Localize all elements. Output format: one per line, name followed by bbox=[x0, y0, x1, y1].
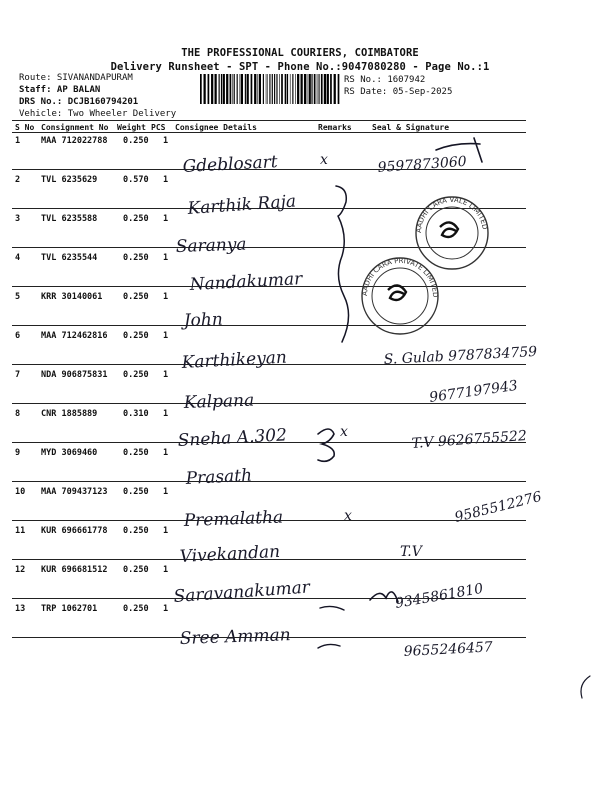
barcode-bar bbox=[234, 74, 235, 104]
row-pcs: 1 bbox=[163, 136, 169, 146]
row-weight: 0.570 bbox=[123, 175, 149, 185]
row-sno: 2 bbox=[15, 175, 21, 185]
consignee-signature: Karthikeyan bbox=[181, 347, 288, 373]
route-label: Route: SIVANANDAPURAM bbox=[19, 73, 133, 83]
row-sno: 6 bbox=[15, 331, 21, 341]
signature-flourish bbox=[436, 138, 482, 162]
barcode-bar bbox=[318, 74, 319, 104]
row-weight: 0.250 bbox=[123, 526, 149, 536]
row-consignment: TVL 6235588 bbox=[41, 214, 98, 224]
row-weight: 0.250 bbox=[123, 292, 149, 302]
row-sno: 11 bbox=[15, 526, 26, 536]
row-sno: 4 bbox=[15, 253, 21, 263]
vehicle-label: Vehicle: Two Wheeler Delivery bbox=[19, 109, 177, 119]
recipient-signature: 9345861810 bbox=[393, 580, 485, 612]
barcode-bar bbox=[307, 74, 308, 104]
consignee-signature: Premalatha bbox=[183, 507, 284, 531]
rs-date: RS Date: 05-Sep-2025 bbox=[344, 87, 453, 97]
row-sno: 5 bbox=[15, 292, 21, 302]
consignee-signature: John bbox=[183, 309, 224, 331]
row-weight: 0.250 bbox=[123, 370, 149, 380]
row-weight: 0.250 bbox=[123, 604, 149, 614]
barcode-bar bbox=[290, 74, 291, 104]
row-sno: 10 bbox=[15, 487, 26, 497]
row-consignment: MAA 712022788 bbox=[41, 136, 108, 146]
row-sno: 8 bbox=[15, 409, 21, 419]
col-sno: S No bbox=[15, 123, 35, 132]
company-seal-1 bbox=[415, 196, 489, 269]
recipient-signature: T.V bbox=[400, 544, 422, 560]
row-weight: 0.250 bbox=[123, 565, 149, 575]
company-seal-2 bbox=[361, 257, 439, 334]
row-weight: 0.250 bbox=[123, 448, 149, 458]
row-divider bbox=[12, 325, 526, 326]
barcode-bar bbox=[285, 74, 287, 104]
row-divider bbox=[12, 520, 526, 521]
barcode-bar bbox=[245, 74, 246, 104]
header-rule-bottom bbox=[12, 132, 526, 133]
row-sno: 1 bbox=[15, 136, 21, 146]
row-consignment: NDA 906875831 bbox=[41, 370, 108, 380]
header-rule-top bbox=[12, 120, 526, 121]
row-pcs: 1 bbox=[163, 292, 169, 302]
barcode-bar bbox=[327, 74, 329, 104]
recipient-signature: 9585512276 bbox=[453, 488, 544, 526]
row-consignment: MAA 712462816 bbox=[41, 331, 108, 341]
consignee-signature: Saranya bbox=[175, 234, 247, 257]
row-weight: 0.250 bbox=[123, 487, 149, 497]
barcode-bar bbox=[240, 74, 241, 104]
col-signature: Seal & Signature bbox=[372, 123, 450, 132]
barcode-bar bbox=[263, 74, 264, 104]
row-divider bbox=[12, 247, 526, 248]
row-pcs: 1 bbox=[163, 214, 169, 224]
barcode-bar bbox=[272, 74, 273, 104]
barcode-bar bbox=[251, 74, 253, 104]
consignee-signature: Sree Amman bbox=[179, 625, 292, 649]
row-pcs: 1 bbox=[163, 175, 169, 185]
row-consignment: TRP 1062701 bbox=[41, 604, 98, 614]
row-consignment: KUR 696661778 bbox=[41, 526, 108, 536]
recipient-signature: 9597873060 bbox=[377, 153, 468, 176]
barcode-bar bbox=[226, 74, 228, 104]
barcode-bar bbox=[232, 74, 233, 104]
barcode-bar bbox=[274, 74, 275, 104]
barcode-bar bbox=[266, 74, 267, 104]
consignee-signature: Prasath bbox=[185, 465, 253, 489]
consignee-signature: Saravanakumar bbox=[172, 577, 311, 607]
consignee-signature: Sneha A.302 bbox=[177, 425, 288, 451]
row-divider bbox=[12, 169, 526, 170]
row-divider bbox=[12, 208, 526, 209]
row-pcs: 1 bbox=[163, 604, 169, 614]
barcode-bar bbox=[334, 74, 336, 104]
barcode-bar bbox=[200, 74, 202, 104]
row-divider bbox=[12, 481, 526, 482]
col-weight: Weight bbox=[117, 123, 146, 132]
row-divider bbox=[12, 637, 526, 638]
row-pcs: 1 bbox=[163, 565, 169, 575]
row-weight: 0.250 bbox=[123, 253, 149, 263]
barcode-bar bbox=[279, 74, 280, 104]
remark-mark: x bbox=[344, 508, 352, 524]
row-consignment: KUR 696681512 bbox=[41, 565, 108, 575]
consignee-signature: Nandakumar bbox=[189, 269, 303, 295]
barcode-bar bbox=[204, 74, 206, 104]
barcode-bar bbox=[223, 74, 225, 104]
recipient-signature: 9677197943 bbox=[428, 377, 519, 406]
row-pcs: 1 bbox=[163, 253, 169, 263]
barcode-bar bbox=[317, 74, 318, 104]
barcode-bar bbox=[295, 74, 296, 104]
row-pcs: 1 bbox=[163, 370, 169, 380]
rs-number: RS No.: 1607942 bbox=[344, 75, 426, 85]
barcode-bar bbox=[321, 74, 323, 104]
row-sno: 7 bbox=[15, 370, 21, 380]
barcode-bar bbox=[319, 74, 320, 104]
signature-flourish bbox=[370, 592, 398, 602]
row-consignment: TVL 6235629 bbox=[41, 175, 98, 185]
barcode-image bbox=[200, 74, 340, 104]
barcode-bar bbox=[304, 74, 306, 104]
col-remarks: Remarks bbox=[318, 123, 352, 132]
row-weight: 0.310 bbox=[123, 409, 149, 419]
consignee-signature: Vivekandan bbox=[179, 541, 281, 567]
consignee-signature: Karthik Raja bbox=[186, 191, 297, 219]
barcode-bar bbox=[219, 74, 220, 104]
col-consignee: Consignee Details bbox=[175, 123, 257, 132]
barcode-bar bbox=[297, 74, 299, 104]
barcode-bar bbox=[237, 74, 238, 104]
row-consignment: MYD 3069460 bbox=[41, 448, 98, 458]
row-pcs: 1 bbox=[163, 409, 169, 419]
barcode-bar bbox=[287, 74, 288, 104]
row-sno: 12 bbox=[15, 565, 26, 575]
barcode-bar bbox=[267, 74, 268, 104]
col-consignment: Consignment No bbox=[41, 123, 109, 132]
barcode-bar bbox=[276, 74, 277, 104]
barcode-bar bbox=[338, 74, 340, 104]
barcode-bar bbox=[211, 74, 213, 104]
row-pcs: 1 bbox=[163, 526, 169, 536]
remark-mark: x bbox=[340, 424, 348, 440]
barcode-bar bbox=[330, 74, 332, 104]
barcode-bar bbox=[309, 74, 311, 104]
barcode-bar bbox=[241, 74, 243, 104]
margin-mark bbox=[581, 676, 590, 698]
recipient-signature: 9655246457 bbox=[403, 639, 494, 660]
barcode-bar bbox=[247, 74, 249, 104]
recipient-signature: S. Gulab 9787834759 bbox=[383, 343, 538, 368]
barcode-bar bbox=[254, 74, 256, 104]
consignee-signature: Gdeblosart bbox=[182, 152, 279, 177]
consignee-signature: Kalpana bbox=[183, 390, 255, 413]
row-divider bbox=[12, 559, 526, 560]
svg-text:AADHI CARA PRIVATE LIMITED: AADHI CARA PRIVATE LIMITED bbox=[360, 256, 440, 298]
row-sno: 9 bbox=[15, 448, 21, 458]
row-pcs: 1 bbox=[163, 487, 169, 497]
bracket-stroke bbox=[318, 429, 334, 461]
barcode-bar bbox=[230, 74, 232, 104]
barcode-bar bbox=[324, 74, 326, 104]
row-weight: 0.250 bbox=[123, 331, 149, 341]
row-divider bbox=[12, 598, 526, 599]
row-sno: 3 bbox=[15, 214, 21, 224]
row-pcs: 1 bbox=[163, 331, 169, 341]
staff-label: Staff: AP BALAN bbox=[19, 85, 101, 95]
barcode-bar bbox=[281, 74, 283, 104]
signature-flourish bbox=[318, 606, 344, 648]
barcode-bar bbox=[311, 74, 312, 104]
barcode-bar bbox=[221, 74, 222, 104]
row-pcs: 1 bbox=[163, 448, 169, 458]
recipient-signature: T.V 9626755522 bbox=[411, 427, 528, 452]
row-sno: 13 bbox=[15, 604, 26, 614]
row-weight: 0.250 bbox=[123, 136, 149, 146]
row-divider bbox=[12, 403, 526, 404]
barcode-bar bbox=[292, 74, 293, 104]
barcode-bar bbox=[215, 74, 217, 104]
row-divider bbox=[12, 364, 526, 365]
row-weight: 0.250 bbox=[123, 214, 149, 224]
svg-text:AADHI CARA VALE LIMITED: AADHI CARA VALE LIMITED bbox=[414, 195, 489, 234]
company-title: THE PROFESSIONAL COURIERS, COIMBATORE bbox=[181, 47, 419, 59]
barcode-bar bbox=[301, 74, 303, 104]
row-divider bbox=[12, 442, 526, 443]
barcode-bar bbox=[208, 74, 210, 104]
row-consignment: MAA 709437123 bbox=[41, 487, 108, 497]
barcode-bar bbox=[314, 74, 316, 104]
remark-mark: x bbox=[320, 152, 328, 168]
col-pcs: PCS bbox=[151, 123, 166, 132]
row-consignment: TVL 6235544 bbox=[41, 253, 98, 263]
barcode-bar bbox=[269, 74, 270, 104]
barcode-bar bbox=[257, 74, 258, 104]
runsheet-subtitle: Delivery Runsheet - SPT - Phone No.:9047080280 - Page No.:1 bbox=[110, 61, 490, 73]
row-divider bbox=[12, 286, 526, 287]
row-consignment: CNR 1885889 bbox=[41, 409, 98, 419]
row-consignment: KRR 30140061 bbox=[41, 292, 103, 302]
drs-label: DRS No.: DCJB160794201 bbox=[19, 97, 139, 107]
bracket-stroke bbox=[336, 186, 349, 342]
barcode-bar bbox=[259, 74, 261, 104]
